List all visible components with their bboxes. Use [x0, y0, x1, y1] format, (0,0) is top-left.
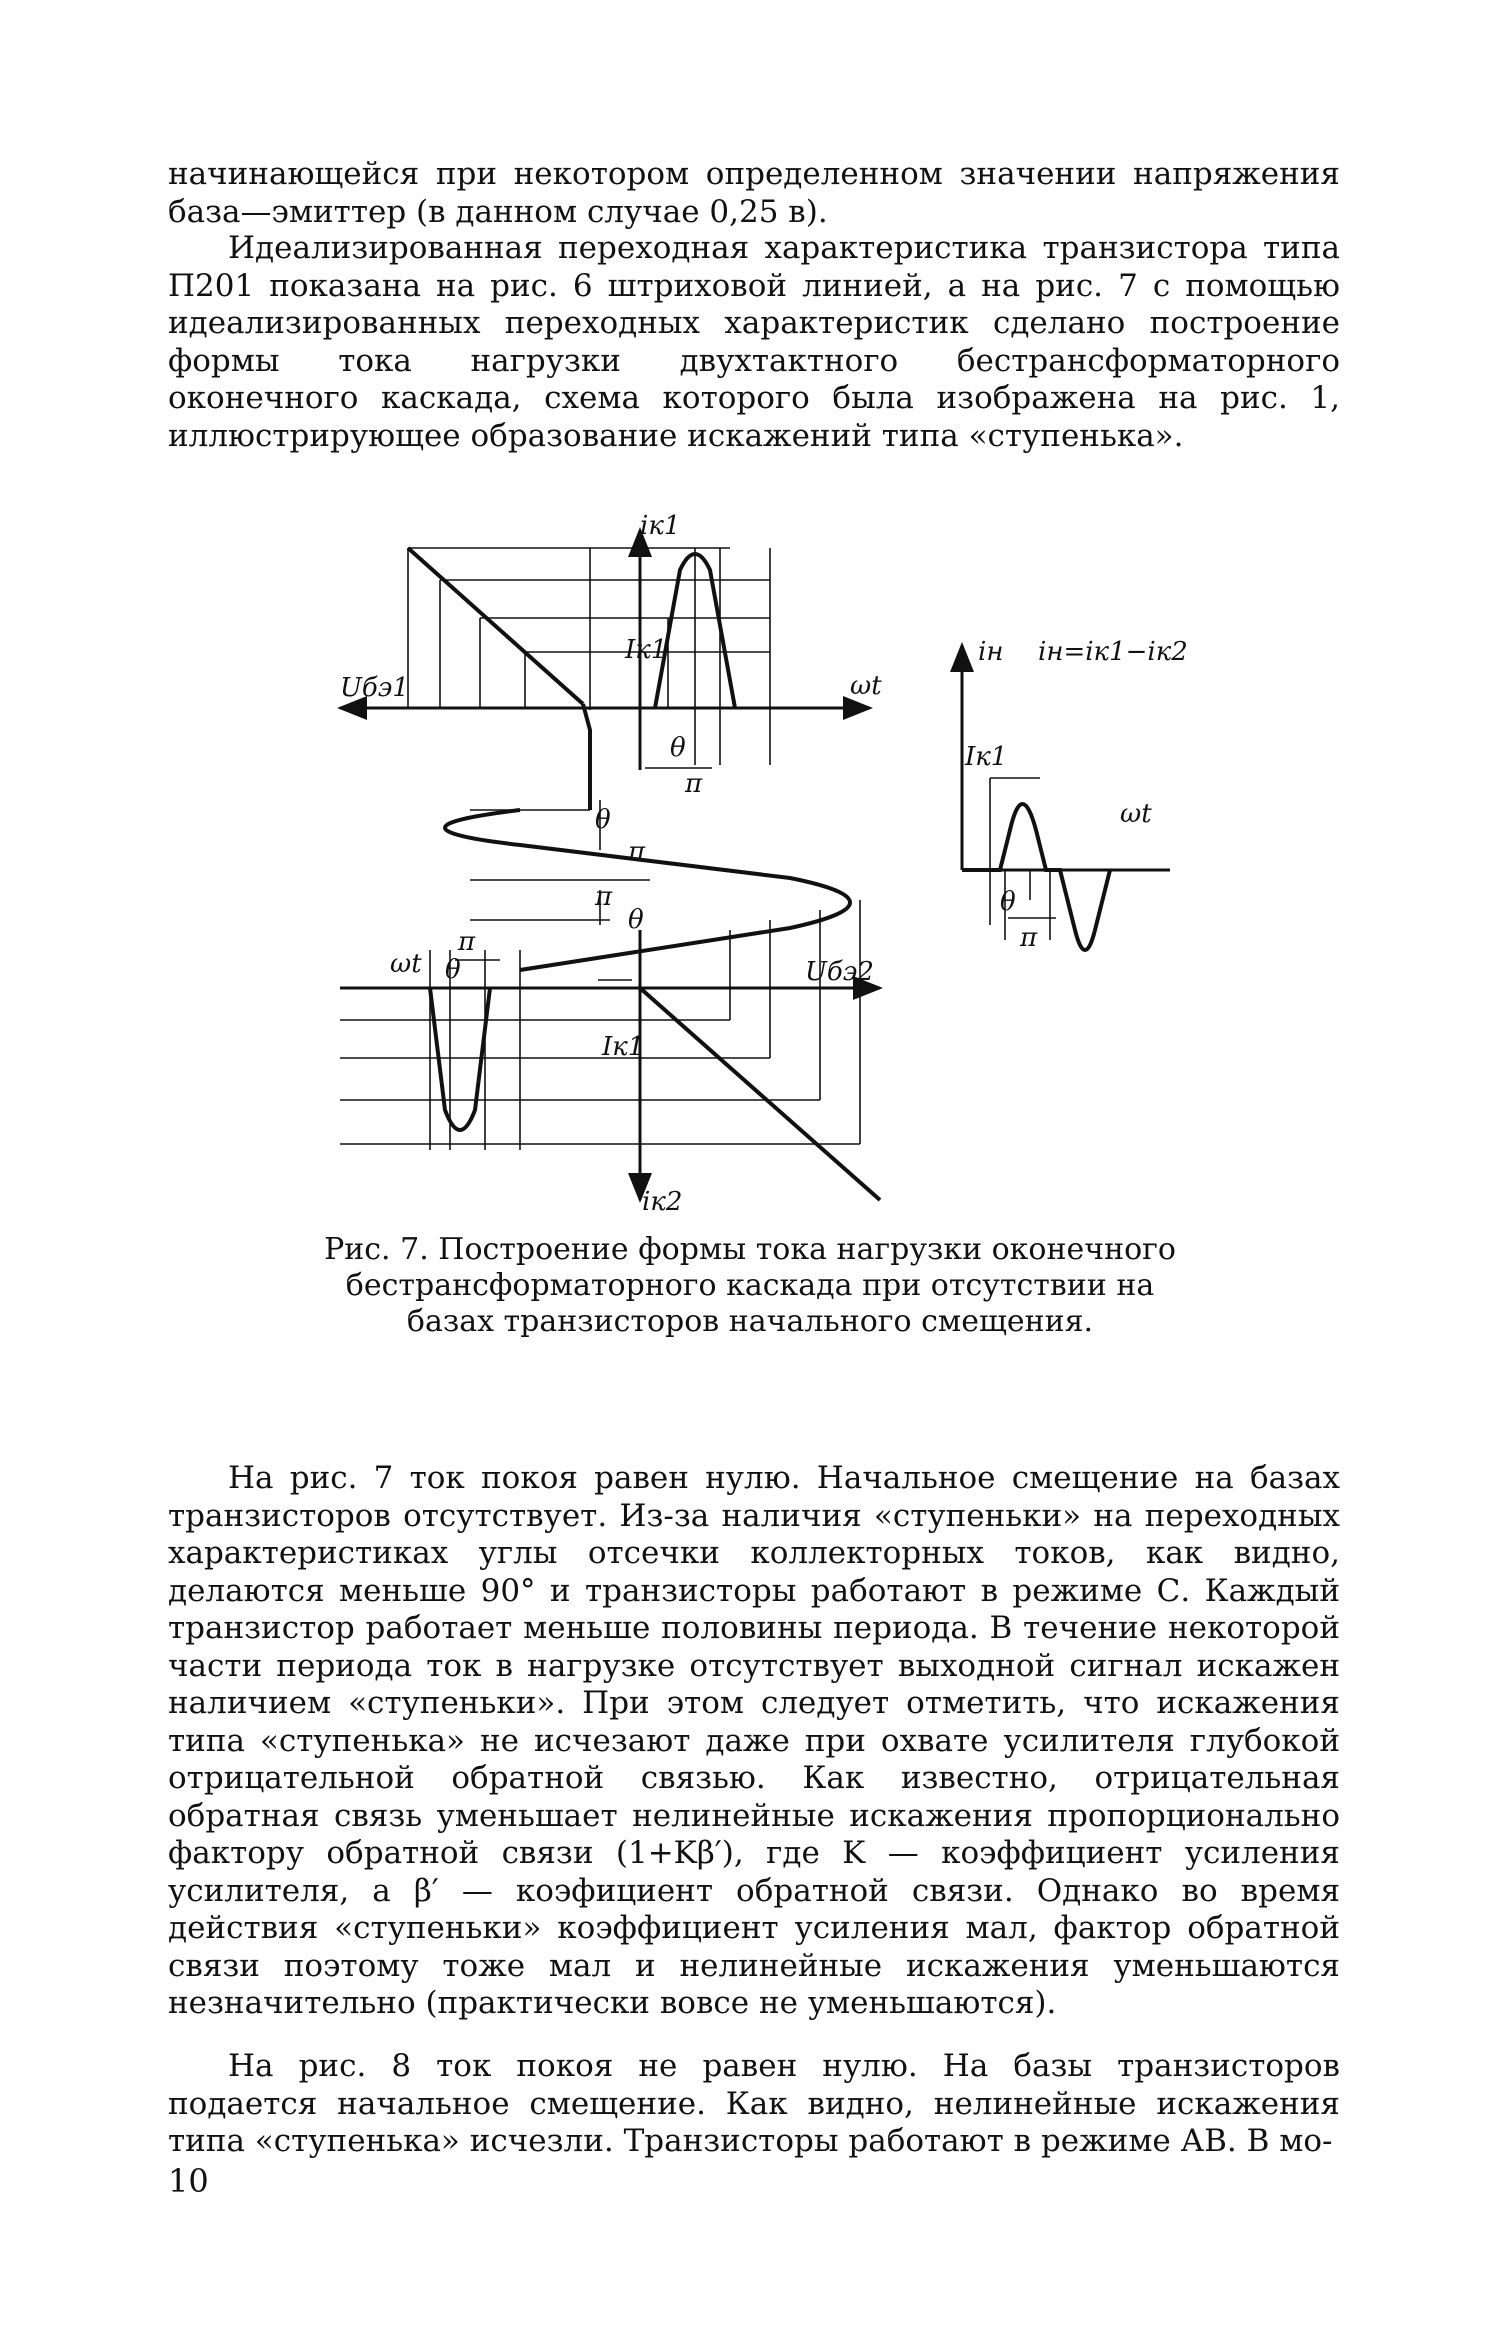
paragraph-4: На рис. 8 ток покоя не равен нулю. На базы транзисторов подается начальное смещение. Как видно, нелинейные искажения типа «ступенька» исчезли. Транзисторы работают в режиме АВ. В мо- — [168, 2048, 1340, 2159]
label-ik1-top: Iк1 — [625, 635, 668, 665]
label-ik1-bottom: Iк1 — [602, 1032, 645, 1062]
upper-transfer-line — [408, 548, 583, 704]
label-ub2: Uбэ2 — [805, 957, 874, 987]
label-theta-2: θ — [595, 805, 611, 835]
label-ik1-axis: iк1 — [640, 511, 681, 541]
paragraph-2: Идеализированная переходная характеристика транзистора типа П201 показана на рис. 6 штриховой линией, а на рис. 7 с помощью идеализированных переходных характеристик сделано построение формы тока нагрузки двухтактного бестрансформаторного оконечного каскада, схема которого была изображена на рис. 1, иллюстрирующее образование искажений типа «ступенька». — [168, 230, 1340, 454]
label-wt-left: ωt — [390, 949, 422, 979]
label-pi-1: π — [685, 769, 703, 799]
paragraph-3: На рис. 7 ток покоя равен нулю. Начальное смещение на базах транзисторов отсутствует. Из-за наличия «ступеньки» на переходных характеристиках углы отсечки коллекторных токов, как видно, делаются меньше 90° и транзисторы работают в режиме С. Каждый транзистор работает меньше половины периода. В течение некоторой части периода ток в нагрузке отсутствует выходной сигнал искажен наличием «ступеньки». При этом следует отметить, что искажения типа «ступенька» не исчезают даже при охвате усилителя глубокой отрицательной обратной связью. Как известно, отрицательная обратная связь уменьшает нелинейные искажения пропорционально фактору обратной связи (1+Kβ′), где K — коэффициент усиления усилителя, а β′ — коэфициент обратной связи. Однако во время действия «ступеньки» коэффициент усиления мал, фактор обратной связи поэтому тоже мал и нелинейные искажения уменьшаются незначительно (практически вовсе не уменьшаются). — [168, 1460, 1340, 2021]
upper-curve-tail — [583, 704, 590, 810]
input-signal-curve — [445, 810, 850, 970]
label-pi-5: π — [1020, 923, 1038, 953]
label-pi-4: π — [458, 927, 476, 957]
label-in-formula: iн=iк1−iк2 — [1038, 637, 1188, 667]
page-number: 10 — [168, 2162, 209, 2200]
label-theta-3: θ — [628, 905, 644, 935]
label-in-axis: iн — [978, 637, 1004, 667]
label-wt-right: ωt — [1120, 799, 1152, 829]
label-theta-1: θ — [670, 733, 686, 763]
lower-pulse — [430, 988, 490, 1130]
figure-caption: Рис. 7. Построение формы тока нагрузки оконечного бестрансформаторного каскада при отсутствии на базах транзисторов начального смещения. — [324, 1232, 1176, 1339]
label-ub1: Uбэ1 — [340, 673, 409, 703]
label-theta-4: θ — [445, 955, 461, 985]
label-pi-2: π — [628, 837, 646, 867]
label-ik1-right: Iк1 — [965, 742, 1008, 772]
figure-7-diagram — [340, 510, 1210, 1220]
label-pi-3: π — [595, 882, 613, 912]
paragraph-1: начинающейся при некотором определенном значении напряжения база—эмиттер (в данном случае 0,25 в). — [168, 156, 1340, 230]
figure-7 — [340, 510, 1210, 1220]
label-theta-5: θ — [1000, 887, 1016, 917]
label-ik2-axis: iк2 — [642, 1187, 683, 1217]
label-wt-top: ωt — [850, 671, 882, 701]
